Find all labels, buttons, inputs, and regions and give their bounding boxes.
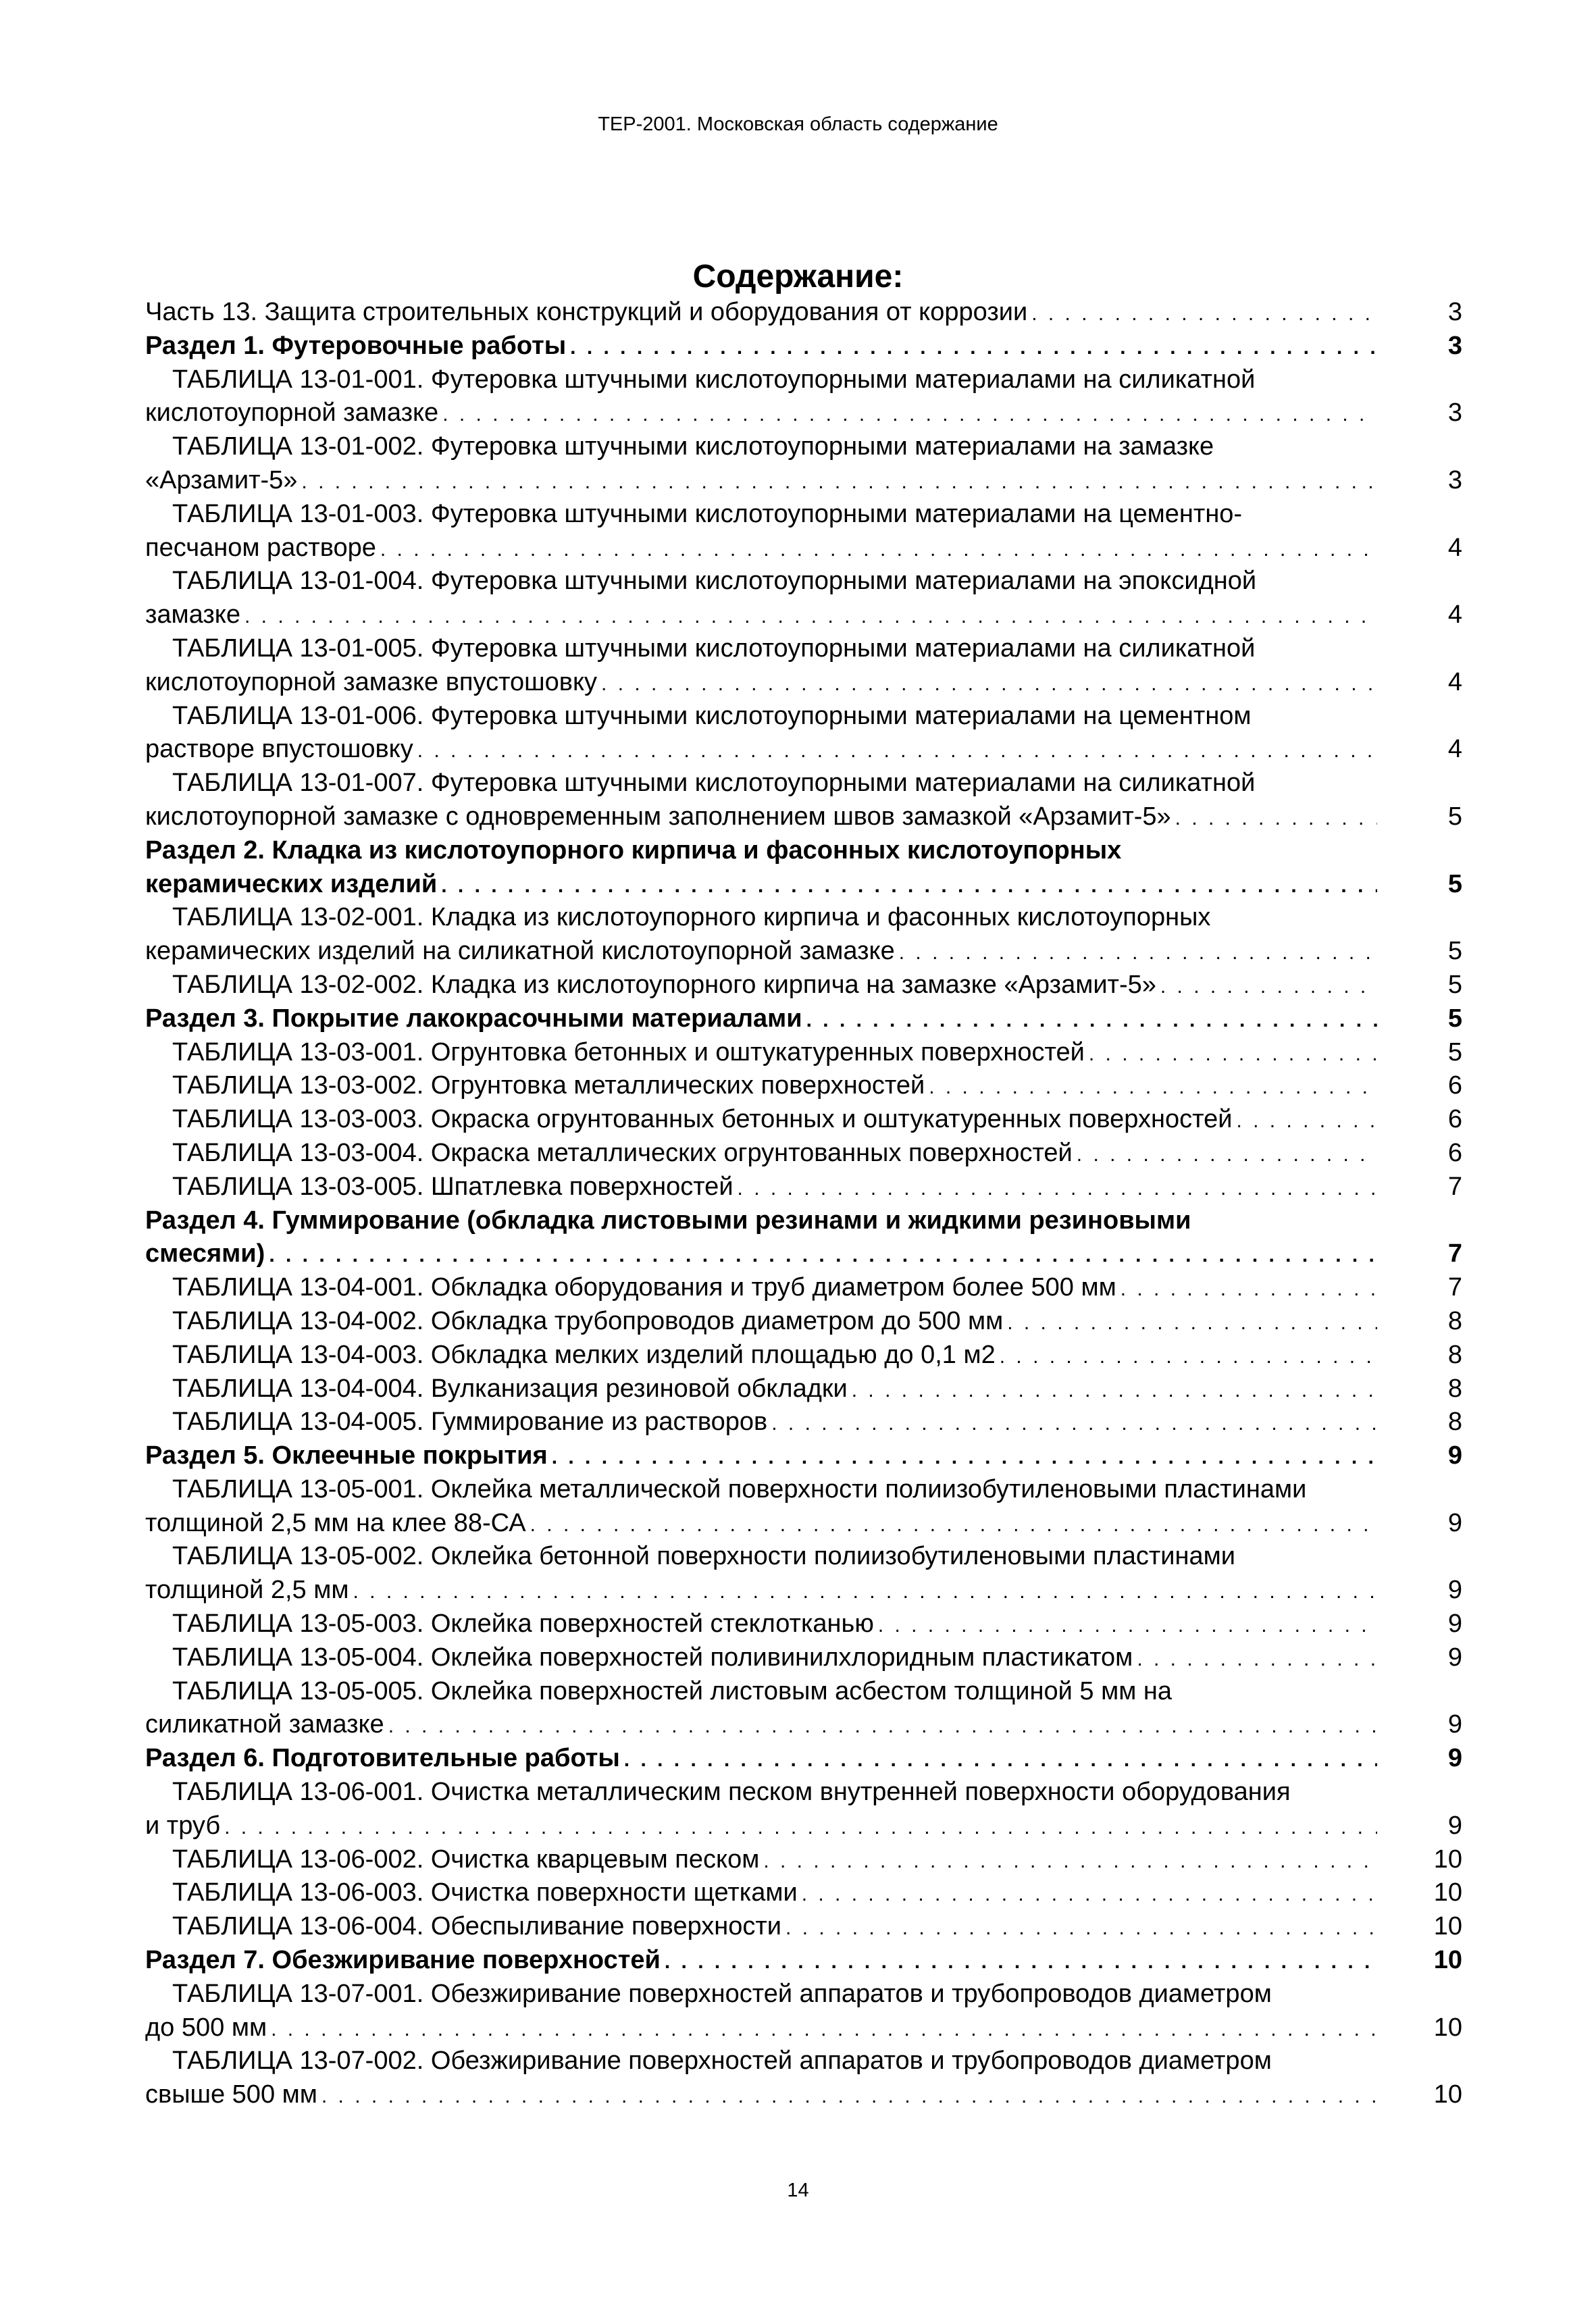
toc-page-number: 10 [1433,1878,1462,1907]
toc-entry-text: смесями) [145,1239,265,1268]
toc-entry-line [145,1204,1462,1238]
toc-entry-line [145,666,1462,700]
toc-entry-text: Раздел 4. Гуммирование (обкладка листовыми резинами и жидкими резиновыми [145,1206,1191,1235]
toc-entry-text: ТАБЛИЦА 13-03-001. Огрунтовка бетонных и оштукатуренных поверхностей [172,1037,1085,1066]
toc-entry-text: до 500 мм [145,2013,267,2042]
toc-entry-line [145,901,1462,935]
dot-leader [1089,1037,1377,1071]
toc-page-number: 10 [1433,2080,1462,2109]
toc-section-entry[interactable] [145,1002,1462,1036]
toc-table-entry[interactable] [145,1406,1462,1439]
toc-entry-line [145,1574,1462,1608]
toc-entry-text: ТАБЛИЦА 13-07-002. Обезжиривание поверхностей аппаратов и трубопроводов диаметром [172,2047,1272,2076]
toc-page-number: 10 [1433,1912,1462,1941]
toc-entry-text: ТАБЛИЦА 13-01-006. Футеровка штучными кислотоупорными материалами на цементном [172,701,1252,730]
toc-entry-line [145,2078,1462,2112]
toc-table-entry[interactable] [145,1608,1462,1641]
toc-table-entry[interactable] [145,363,1462,431]
toc-table-entry[interactable] [145,1103,1462,1137]
toc-page-number: 9 [1447,1576,1462,1605]
toc-page-number: 10 [1433,2013,1462,2042]
toc-entry-text: ТАБЛИЦА 13-04-005. Гуммирование из растворов [172,1408,768,1437]
dot-leader [806,1004,1377,1037]
dot-leader [380,533,1377,567]
toc-table-entry[interactable] [145,1978,1462,2045]
toc-page-number: 5 [1447,869,1462,898]
toc-entry-text: ТАБЛИЦА 13-05-001. Оклейка металлической поверхности полиизобутиленовыми пластинами [172,1474,1307,1503]
toc-entry-line [145,767,1462,800]
toc-page-number: 3 [1447,398,1462,428]
toc-table-entry[interactable] [145,2045,1462,2112]
toc-entry-line [145,363,1462,397]
toc-entry-text: ТАБЛИЦА 13-06-003. Очистка поверхности щетками [172,1878,798,1907]
dot-leader [852,1374,1377,1408]
toc-entry-text: ТАБЛИЦА 13-04-001. Обкладка оборудования и труб диаметром более 500 мм [172,1273,1116,1302]
toc-entry-text: ТАБЛИЦА 13-06-004. Обеспыливание поверхности [172,1912,782,1941]
dot-leader [1077,1138,1377,1172]
toc-entry-line [145,1002,1462,1036]
toc-page-number: 6 [1447,1138,1462,1167]
dot-leader [738,1172,1377,1206]
toc-entry-text: растворе впустошовку [145,735,413,764]
toc-page-number: 9 [1447,1441,1462,1470]
toc-entry-line [145,498,1462,532]
toc-page-number: 7 [1447,1273,1462,1302]
toc-entry-line [145,632,1462,666]
toc-entry-text: ТАБЛИЦА 13-04-004. Вулканизация резиновой обкладки [172,1374,848,1403]
toc-entry-text: ТАБЛИЦА 13-04-002. Обкладка трубопроводов диаметром до 500 мм [172,1306,1004,1335]
toc-entry-text: ТАБЛИЦА 13-07-001. Обезжиривание поверхностей аппаратов и трубопроводов диаметром [172,1979,1272,2008]
toc-table-entry[interactable] [145,1473,1462,1541]
toc-table-entry[interactable] [145,1540,1462,1608]
toc-page-number: 9 [1447,1610,1462,1639]
toc-entry-line [145,1910,1462,1944]
dot-leader [771,1407,1377,1441]
toc-entry-text: ТАБЛИЦА 13-03-002. Огрунтовка металлических поверхностей [172,1071,925,1100]
toc-entry-text: толщиной 2,5 мм [145,1576,349,1605]
toc-section-entry[interactable] [145,330,1462,363]
toc-entry-line [145,1776,1462,1809]
toc-entry-line [145,464,1462,498]
toc-section-entry[interactable] [145,1439,1462,1473]
toc-entry-line [145,1608,1462,1641]
toc-entry-line [145,1641,1462,1675]
toc-table-entry[interactable] [145,1271,1462,1305]
toc-entry-line [145,1944,1462,1978]
dot-leader [441,869,1377,903]
toc-table-entry[interactable] [145,1910,1462,1944]
toc-entry-line [145,1876,1462,1910]
toc-entry-text: ТАБЛИЦА 13-01-002. Футеровка штучными кислотоупорными материалами на замазке [172,432,1214,461]
toc-entry-line [145,1742,1462,1776]
dot-leader [878,1609,1377,1643]
toc-page-number: 5 [1447,970,1462,999]
toc-entry-text: Раздел 3. Покрытие лакокрасочными материалами [145,1004,802,1033]
toc-page-number: 8 [1447,1408,1462,1437]
dot-leader [802,1878,1377,1911]
toc-page-number: 3 [1447,331,1462,360]
dot-leader [1000,1340,1377,1374]
dot-leader [224,1811,1377,1845]
toc-entry-text: ТАБЛИЦА 13-05-003. Оклейка поверхностей стеклотканью [172,1610,874,1639]
toc-table-entry[interactable] [145,1069,1462,1103]
toc-table-entry[interactable] [145,498,1462,565]
dot-leader [1031,297,1377,331]
toc-entry-line [145,430,1462,464]
toc-table-entry[interactable] [145,1641,1462,1675]
toc-entry-text: кислотоупорной замазке впустошовку [145,667,598,696]
toc-page-number: 6 [1447,1071,1462,1100]
toc-entry-line [145,834,1462,868]
toc-page-number: 7 [1447,1172,1462,1201]
toc-page-number: 8 [1447,1374,1462,1403]
toc-page-number: 10 [1433,1946,1462,1975]
dot-leader [388,1709,1377,1743]
toc-entry-line [145,598,1462,632]
toc-entry-text: Раздел 6. Подготовительные работы [145,1744,620,1773]
toc-table-entry[interactable] [145,969,1462,1002]
toc-entry-text: ТАБЛИЦА 13-06-002. Очистка кварцевым песком [172,1845,760,1874]
toc-page-number: 9 [1447,1643,1462,1672]
toc-entry-text: ТАБЛИЦА 13-01-005. Футеровка штучными кислотоупорными материалами на силикатной [172,634,1256,663]
toc-table-entry[interactable] [145,767,1462,834]
toc-page-number: 8 [1447,1340,1462,1369]
toc-page-number: 5 [1447,1037,1462,1066]
toc-entry-line [145,1103,1462,1137]
dot-leader [301,465,1377,499]
toc-entry-line [145,1439,1462,1473]
dot-leader [1175,802,1377,835]
toc-page-number: 9 [1447,1811,1462,1840]
toc-entry-line [145,800,1462,834]
toc-table-entry[interactable] [145,1675,1462,1743]
toc-entry-text: кислотоупорной замазке с одновременным заполнением швов замазкой «Арзамит-5» [145,802,1171,831]
dot-leader [665,1945,1377,1979]
toc-table-entry[interactable] [145,901,1462,969]
toc-entry-line [145,1507,1462,1541]
dot-leader [417,734,1377,768]
page-number: 14 [787,2180,809,2201]
toc-entry-line [145,935,1462,969]
toc-table-entry[interactable] [145,1776,1462,1843]
toc-entry-text: ТАБЛИЦА 13-01-001. Футеровка штучными кислотоупорными материалами на силикатной [172,365,1256,394]
running-header: ТЕР-2001. Московская область содержание [598,113,998,135]
toc-entry-line [145,296,1462,330]
toc-entry-text: Раздел 1. Футеровочные работы [145,331,567,360]
toc-entry-line [145,1978,1462,2011]
dot-leader [244,600,1377,634]
toc-table-entry[interactable] [145,1372,1462,1406]
toc-page-number: 3 [1447,298,1462,326]
dot-leader [570,331,1377,365]
toc-table-entry[interactable] [145,565,1462,632]
toc-entry-text: ТАБЛИЦА 13-05-002. Оклейка бетонной поверхности полиизобутиленовыми пластинами [172,1542,1235,1571]
toc-entry-line [145,565,1462,598]
dot-leader [530,1508,1377,1542]
toc-entry-text: Раздел 7. Обезжиривание поверхностей [145,1946,661,1975]
toc-entry-text: ТАБЛИЦА 13-03-003. Окраска огрунтованных бетонных и оштукатуренных поверхностей [172,1105,1233,1134]
dot-leader [1007,1306,1377,1340]
dot-leader [552,1441,1377,1474]
toc-page-number: 9 [1447,1744,1462,1773]
toc-entry-line [145,2045,1462,2078]
toc-entry-text: свыше 500 мм [145,2080,317,2109]
toc-entry-text: песчаном растворе [145,533,376,562]
toc-entry-text: керамических изделий на силикатной кислотоупорной замазке [145,937,895,966]
toc-entry-line [145,330,1462,363]
toc-entry-text: силикатной замазке [145,1710,384,1739]
dot-leader [442,398,1377,432]
toc-table-entry[interactable] [145,1036,1462,1070]
toc-page-number: 3 [1447,465,1462,494]
toc-entry-line [145,733,1462,767]
toc-section-entry[interactable] [145,1742,1462,1776]
dot-leader [786,1911,1377,1945]
toc-table-entry[interactable] [145,1305,1462,1339]
toc-entry-text: ТАБЛИЦА 13-01-004. Футеровка штучными кислотоупорными материалами на эпоксидной [172,567,1257,596]
toc-part-entry[interactable] [145,296,1462,330]
toc-entry-line [145,396,1462,430]
toc-entry-text: Раздел 5. Оклеечные покрытия [145,1441,548,1470]
dot-leader [321,2080,1377,2113]
dot-leader [601,667,1377,701]
toc-page-number: 6 [1447,1105,1462,1134]
toc-entry-text: ТАБЛИЦА 13-02-002. Кладка из кислотоупорного кирпича на замазке «Арзамит-5» [172,970,1156,999]
toc-table-entry[interactable] [145,632,1462,700]
toc-entry-text: и труб [145,1811,221,1840]
toc-entry-text: замазке [145,600,240,629]
toc-table-entry[interactable] [145,1843,1462,1877]
toc-page-number: 4 [1447,667,1462,696]
toc-section-entry[interactable] [145,834,1462,902]
toc-page-number: 4 [1447,735,1462,764]
toc-entry-line [145,1406,1462,1439]
toc-page-number: 5 [1447,1004,1462,1033]
toc-table-entry[interactable] [145,1876,1462,1910]
toc-section-entry[interactable] [145,1944,1462,1978]
toc-entry-line [145,1305,1462,1339]
dot-leader [353,1575,1377,1609]
toc-entry-line [145,1708,1462,1742]
toc-table-entry[interactable] [145,1137,1462,1171]
toc-entry-line [145,532,1462,565]
toc-entry-text: ТАБЛИЦА 13-04-003. Обкладка мелких изделий площадью до 0,1 м2 [172,1340,996,1369]
toc-page-number: 9 [1447,1710,1462,1739]
toc-entry-text: ТАБЛИЦА 13-06-001. Очистка металлическим песком внутренней поверхности оборудования [172,1778,1291,1807]
toc-entry-line [145,1675,1462,1709]
table-of-contents [145,296,1462,2112]
toc-page-number: 5 [1447,802,1462,831]
toc-entry-text: Часть 13. Защита строительных конструкций и оборудования от коррозии [145,298,1028,326]
toc-entry-text: толщиной 2,5 мм на клее 88-СА [145,1508,526,1537]
toc-entry-line [145,1271,1462,1305]
toc-entry-text: ТАБЛИЦА 13-01-007. Футеровка штучными кислотоупорными материалами на силикатной [172,769,1256,798]
toc-entry-text: ТАБЛИЦА 13-05-005. Оклейка поверхностей листовым асбестом толщиной 5 мм на [172,1676,1173,1705]
toc-entry-line [145,1809,1462,1843]
toc-entry-line [145,2011,1462,2045]
toc-table-entry[interactable] [145,1171,1462,1204]
toc-table-entry[interactable] [145,430,1462,498]
toc-entry-text: кислотоупорной замазке [145,398,439,428]
toc-entry-text: Раздел 2. Кладка из кислотоупорного кирпича и фасонных кислотоупорных [145,835,1122,865]
toc-entry-line [145,868,1462,902]
toc-entry-text: керамических изделий [145,869,438,898]
dot-leader [271,2013,1377,2047]
toc-entry-line [145,1540,1462,1574]
dot-leader [1121,1272,1377,1306]
dot-leader [269,1239,1377,1272]
toc-entry-text: ТАБЛИЦА 13-03-005. Шпатлевка поверхностей [172,1172,733,1201]
toc-page-number: 9 [1447,1508,1462,1537]
toc-entry-text: ТАБЛИЦА 13-05-004. Оклейка поверхностей поливинилхлоридным пластикатом [172,1643,1133,1672]
toc-page-number: 7 [1447,1239,1462,1268]
toc-page-number: 10 [1433,1845,1462,1874]
toc-entry-text: ТАБЛИЦА 13-01-003. Футеровка штучными кислотоупорными материалами на цементно- [172,499,1243,528]
toc-table-entry[interactable] [145,700,1462,767]
dot-leader [763,1845,1377,1878]
toc-entry-line [145,1237,1462,1271]
toc-page-number: 4 [1447,533,1462,562]
toc-entry-text: ТАБЛИЦА 13-02-001. Кладка из кислотоупорного кирпича и фасонных кислотоупорных [172,903,1211,932]
toc-entry-text: ТАБЛИЦА 13-03-004. Окраска металлических огрунтованных поверхностей [172,1138,1073,1167]
dot-leader [1160,970,1377,1004]
toc-entry-line [145,969,1462,1002]
toc-table-entry[interactable] [145,1339,1462,1372]
toc-entry-line [145,1339,1462,1372]
toc-entry-line [145,700,1462,734]
toc-entry-line [145,1372,1462,1406]
dot-leader [929,1071,1377,1104]
toc-page-number: 5 [1447,937,1462,966]
toc-entry-text: «Арзамит-5» [145,465,298,494]
toc-section-entry[interactable] [145,1204,1462,1272]
dot-leader [624,1743,1377,1777]
toc-page-number: 8 [1447,1306,1462,1335]
toc-page-number: 4 [1447,600,1462,629]
toc-entry-line [145,1843,1462,1877]
toc-entry-line [145,1473,1462,1507]
dot-leader [899,936,1377,970]
toc-entry-line [145,1137,1462,1171]
dot-leader [1137,1643,1377,1676]
dot-leader [1236,1104,1377,1138]
toc-entry-line [145,1069,1462,1103]
toc-title: Содержание: [692,259,904,294]
toc-entry-line [145,1171,1462,1204]
toc-entry-line [145,1036,1462,1070]
